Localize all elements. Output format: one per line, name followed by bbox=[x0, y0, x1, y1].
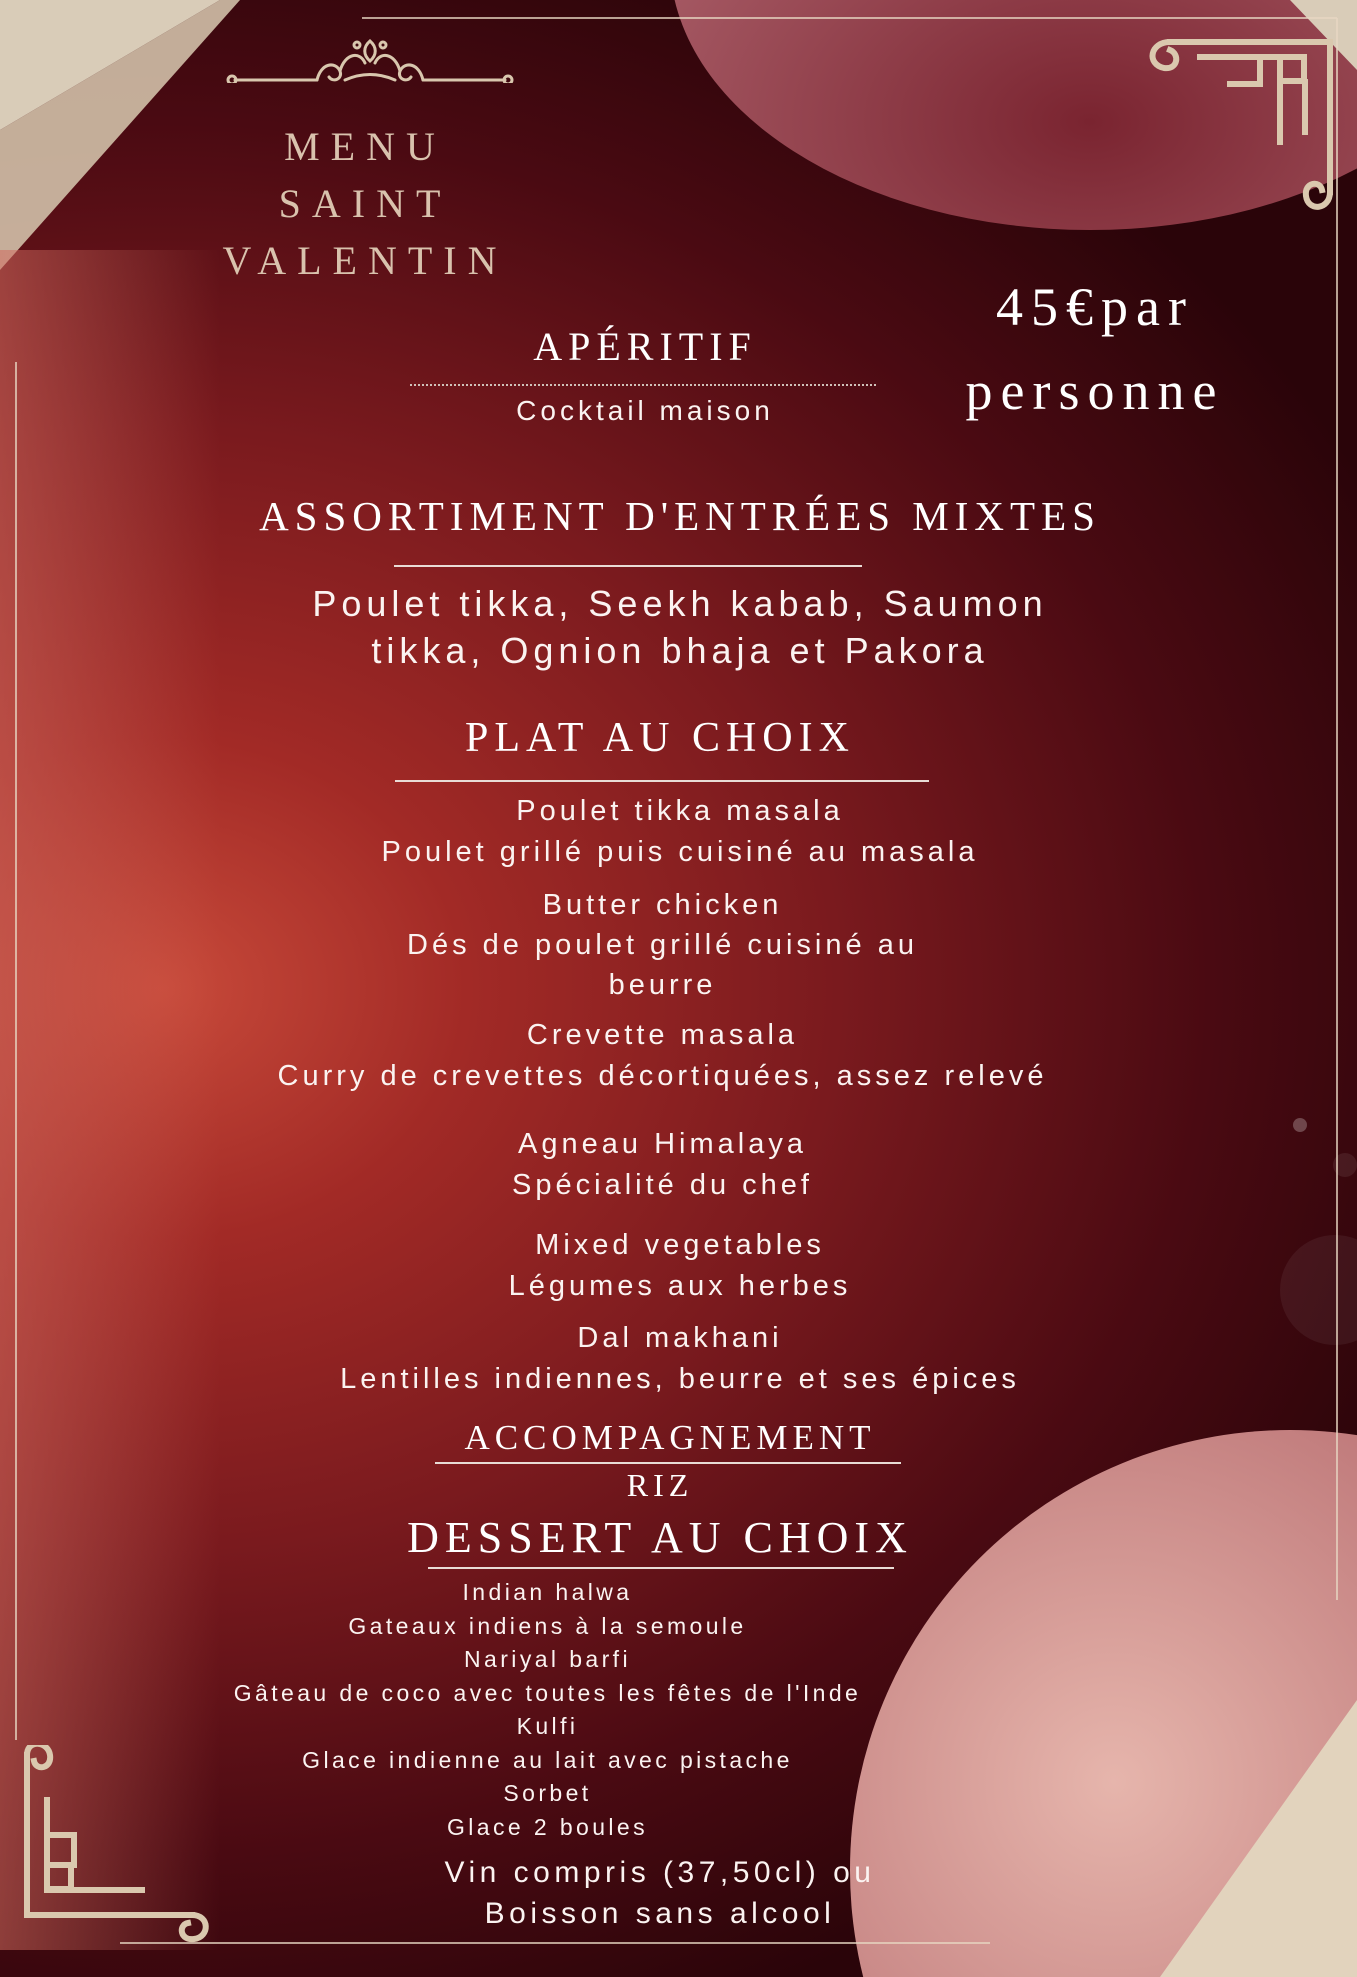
dessert-name: Kulfi bbox=[516, 1713, 579, 1739]
section-heading-dessert: DESSERT AU CHOIX bbox=[407, 1513, 913, 1562]
bokeh-dot bbox=[1293, 1118, 1307, 1132]
plat-name: Poulet tikka masala bbox=[516, 795, 844, 827]
price-line-1: 45€par bbox=[996, 277, 1194, 337]
dessert-description: Glace indienne au lait avec pistache bbox=[302, 1746, 793, 1773]
dessert-description: Gateaux indiens à la semoule bbox=[348, 1612, 747, 1639]
plat-item bbox=[120, 1124, 1240, 1206]
menu-title-line-1: MENU bbox=[284, 124, 446, 169]
plat-name: Crevette masala bbox=[526, 1019, 799, 1051]
bokeh-dot bbox=[1280, 1235, 1357, 1345]
plat-item bbox=[120, 1225, 1240, 1307]
plat-item bbox=[120, 791, 1240, 873]
plat-description: Curry de crevettes décortiquées, assez relevé bbox=[277, 1060, 1048, 1092]
plat-name: Butter chicken bbox=[542, 889, 783, 921]
plat-description: Légumes aux herbes bbox=[508, 1270, 852, 1302]
menu-title-line-3: VALENTIN bbox=[222, 238, 508, 283]
section-heading-accompagnement: ACCOMPAGNEMENT bbox=[464, 1418, 876, 1457]
entrees-line-1: Poulet tikka, Seekh kabab, Saumon bbox=[312, 583, 1048, 624]
dessert-description: Glace 2 boules bbox=[446, 1813, 649, 1840]
dessert-description: Gâteau de coco avec toutes les fêtes de l'Inde bbox=[233, 1679, 862, 1706]
plat-description: Spécialité du chef bbox=[512, 1169, 813, 1201]
section-heading-aperitif: APÉRITIF bbox=[533, 324, 757, 369]
plat-name: Mixed vegetables bbox=[535, 1229, 825, 1261]
aperitif-item: Cocktail maison bbox=[516, 395, 774, 426]
drinks-line-1: Vin compris (37,50cl) ou bbox=[444, 1856, 876, 1889]
section-heading-plat: PLAT AU CHOIX bbox=[465, 715, 855, 761]
dessert-name: Indian halwa bbox=[462, 1579, 633, 1605]
dessert-name: Sorbet bbox=[503, 1780, 592, 1806]
plat-item bbox=[120, 1015, 1240, 1097]
accompagnement-item: RIZ bbox=[626, 1467, 694, 1503]
plat-description-cont: beurre bbox=[608, 969, 717, 1001]
menu-title-line-2: SAINT bbox=[278, 181, 452, 226]
plat-description: Poulet grillé puis cuisiné au masala bbox=[381, 836, 979, 868]
section-heading-entrees: ASSORTIMENT D'ENTRÉES MIXTES bbox=[259, 493, 1101, 539]
plat-item bbox=[120, 1318, 1240, 1400]
plat-description: Dés de poulet grillé cuisiné au bbox=[407, 929, 918, 961]
desserts-list bbox=[170, 1576, 1070, 1844]
plat-description: Lentilles indiennes, beurre et ses épices bbox=[340, 1363, 1020, 1395]
dessert-name: Nariyal barfi bbox=[464, 1646, 631, 1672]
entrees-line-2: tikka, Ognion bhaja et Pakora bbox=[371, 630, 989, 671]
heading-underline bbox=[435, 1462, 901, 1464]
price-line-2: personne bbox=[965, 361, 1225, 421]
plats-list bbox=[120, 0, 1240, 1400]
plat-name: Agneau Himalaya bbox=[518, 1128, 807, 1160]
plat-name: Dal makhani bbox=[577, 1322, 783, 1354]
plat-item bbox=[120, 885, 1240, 1005]
drinks-line-2: Boisson sans alcool bbox=[484, 1897, 836, 1930]
heading-underline bbox=[428, 1567, 894, 1569]
drinks bbox=[300, 1852, 1020, 1934]
